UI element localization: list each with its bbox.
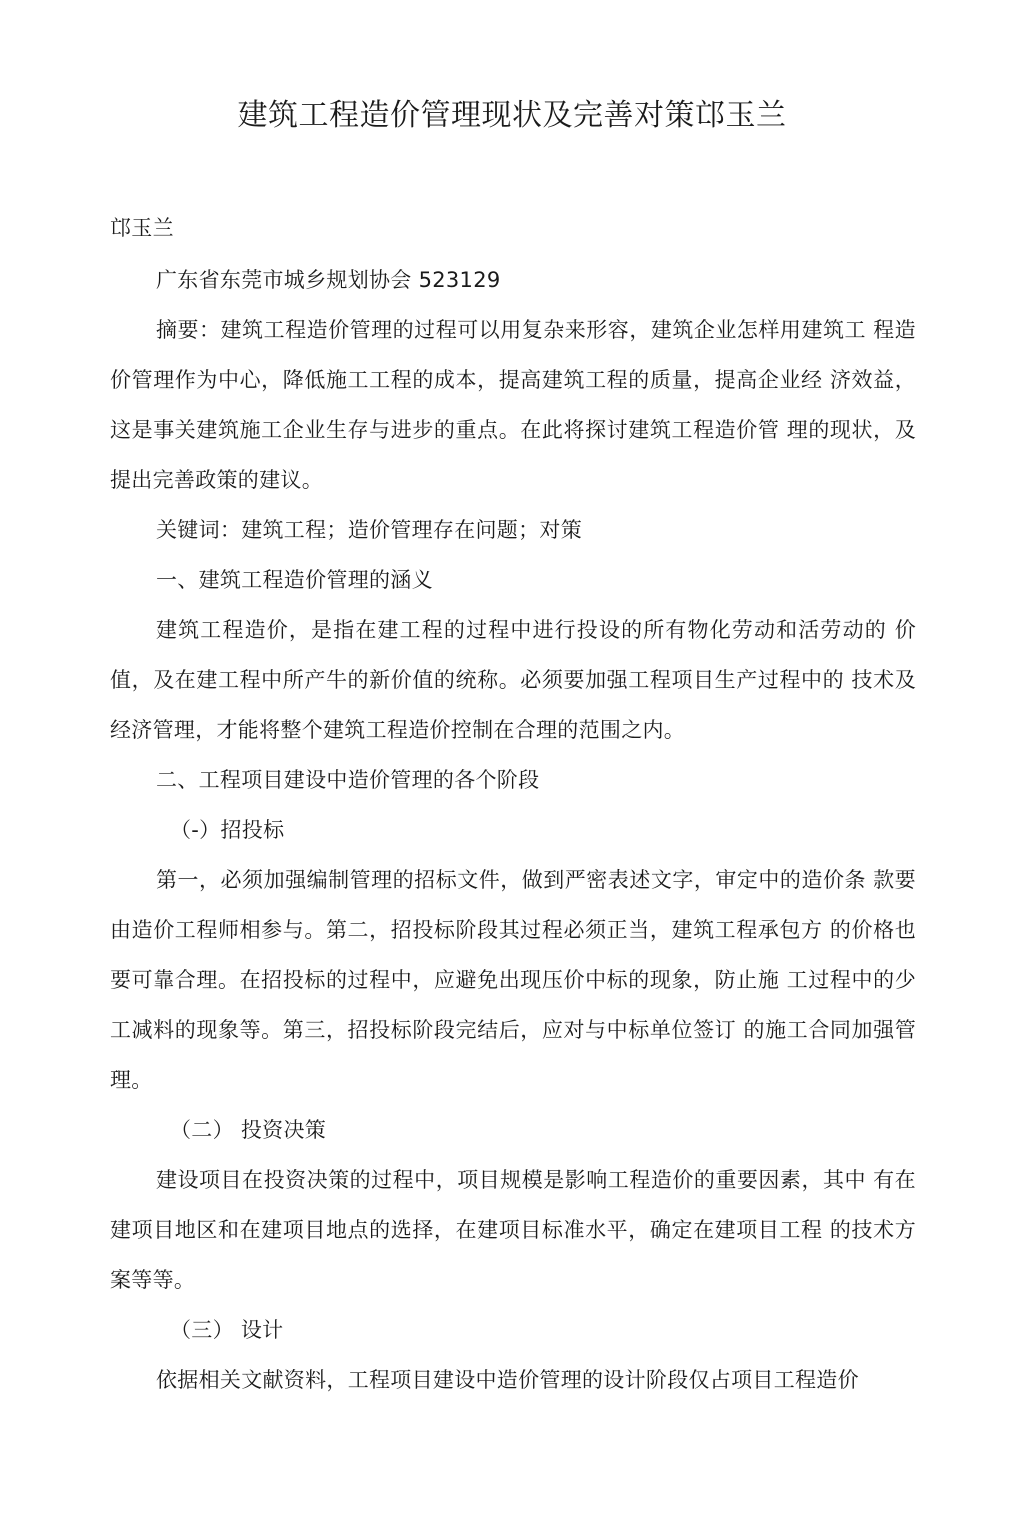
section-heading-1: 一、建筑工程造价管理的涵义 [156, 568, 433, 592]
section-heading-2: 二、工程项目建设中造价管理的各个阶段 [156, 768, 540, 792]
author-name: 邙玉兰 [110, 216, 174, 240]
abstract-paragraph: 摘要：建筑工程造价管理的过程可以用复杂来形容，建筑企业怎样用建筑工 程造价管理作为中心，降低施工工程的成本，提高建筑工程的质量，提高企业经 济效益，这是事关建筑施工企业生存与进步的重点。在此将探讨建筑工程造价管 理的现状，及提出完善政策的建议。 [110, 318, 916, 492]
subsection-heading-2: （二） 投资决策 [170, 1118, 327, 1142]
subsection-3-paragraph: 依据相关文献资料，工程项目建设中造价管理的设计阶段仅占项目工程造价 [156, 1368, 859, 1392]
section-1-paragraph: 建筑工程造价，是指在建工程的过程中进行投设的所有物化劳动和活劳动的 价值，及在建工程中所产牛的新价值的统称。必须要加强工程项目生产过程中的 技术及经济管理，才能将整个建筑工程造价控制在合理的范围之内。 [110, 618, 916, 742]
subsection-2-paragraph: 建设项目在投资决策的过程中，项目规模是影响工程造价的重要因素，其中 有在建项目地区和在建项目地点的选择，在建项目标准水平，确定在建项目工程 的技术方案等等。 [110, 1168, 916, 1292]
subsection-heading-1: （-）招投标 [170, 818, 285, 842]
keywords-line: 关键词：建筑工程；造价管理存在问题；对策 [156, 518, 582, 542]
subsection-1-paragraph: 第一，必须加强编制管理的招标文件，做到严密表述文字，审定中的造价条 款要由造价工程师相参与。第二，招投标阶段其过程必须正当，建筑工程承包方 的价格也要可靠合理。在招投标的过程中，应避免出现压价中标的现象，防止施 工过程中的少工减料的现象等。第三，招投标阶段完结后，应对与中标单位签订 的施工合同加强管理。 [110, 868, 916, 1092]
subsection-heading-3: （三） 设计 [170, 1318, 284, 1342]
author-affiliation: 广东省东莞市城乡规划协会 523129 [156, 268, 501, 292]
document-title: 建筑工程造价管理现状及完善对策邙玉兰 [237, 98, 787, 133]
